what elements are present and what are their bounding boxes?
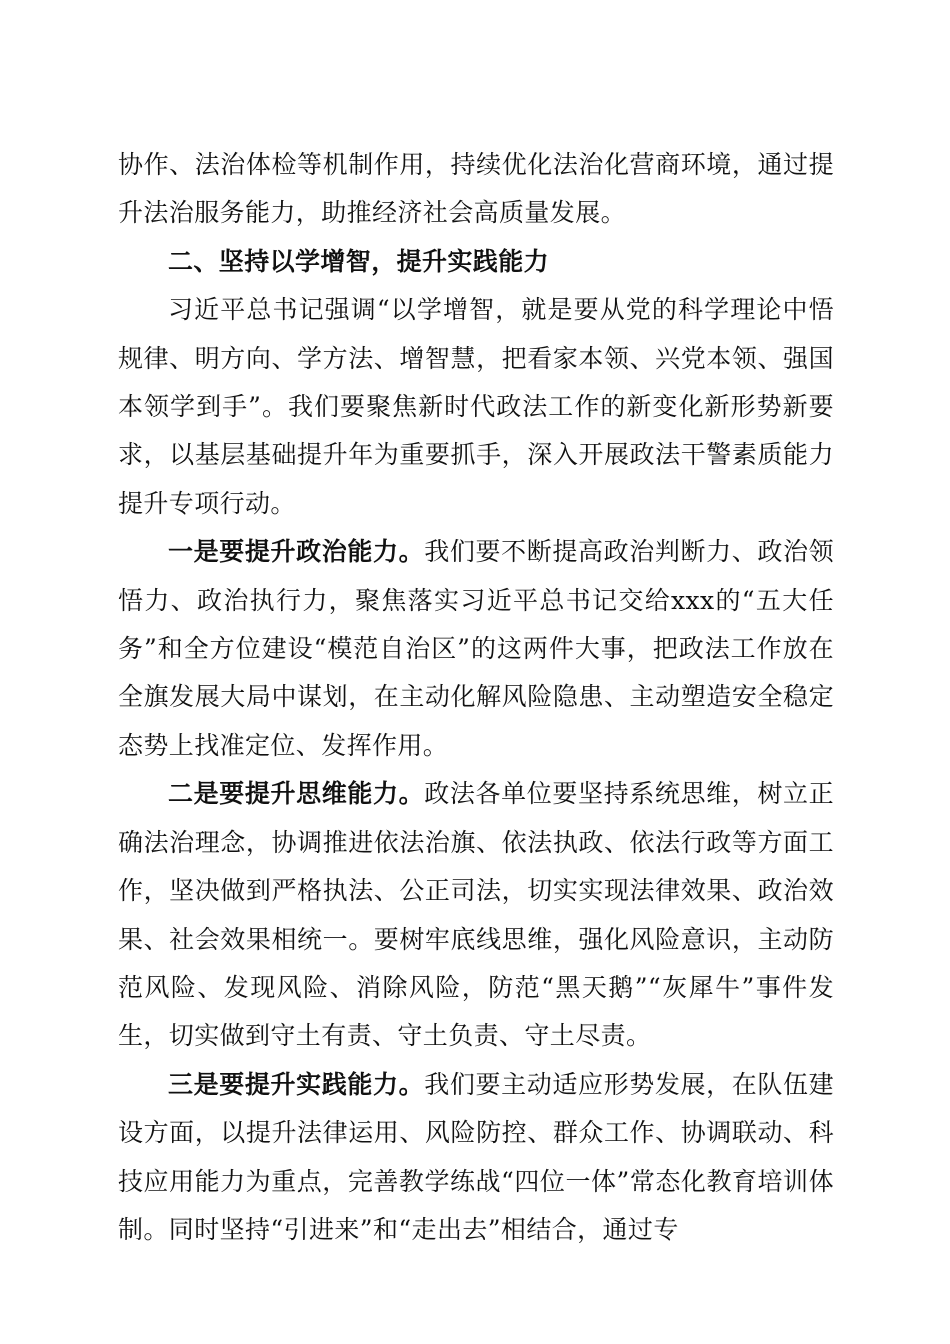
paragraph-text: 我们要不断提高政治判断力、政治领悟力、政治执行力，聚焦落实习近平总书记交给xxx的“五大任务”和全方位建设“模范自治区”的这两件大事，把政法工作放在全旗发展大局中谋划，在主动化解风险隐患、主动塑造安全稳定态势上找准定位、发挥作用。: [118, 537, 834, 760]
paragraph-political-ability: [118, 528, 834, 770]
paragraph-lead: 二是要提升思维能力。: [168, 779, 425, 809]
heading-text: 二、坚持以学增智，提升实践能力: [168, 246, 550, 276]
paragraph-text: 协作、法治体检等机制作用，持续优化法治化营商环境，通过提升法治服务能力，助推经济社会高质量发展。: [118, 150, 834, 228]
paragraph-practice-ability: [118, 1061, 834, 1255]
paragraph-text: 习近平总书记强调“以学增智，就是要从党的科学理论中悟规律、明方向、学方法、增智慧，把看家本领、兴党本领、强国本领学到手”。我们要聚焦新时代政法工作的新变化新形势新要求，以基层基础提升年为重要抓手，深入开展政法干警素质能力提升专项行动。: [118, 295, 834, 518]
paragraph-thinking-ability: [118, 770, 834, 1060]
paragraph-text: 我们要主动适应形势发展，在队伍建设方面，以提升法律运用、风险防控、群众工作、协调联动、科技应用能力为重点，完善教学练战“四位一体”常态化教育培训体制。同时坚持“引进来”和“走出去”相结合，通过专: [118, 1069, 834, 1244]
paragraph-intro: [118, 286, 834, 528]
document-body: [118, 141, 834, 1254]
paragraph-lead: 三是要提升实践能力。: [168, 1069, 425, 1099]
paragraph-continuation: [118, 141, 834, 238]
paragraph-lead: 一是要提升政治能力。: [168, 537, 425, 567]
paragraph-text: 政法各单位要坚持系统思维，树立正确法治理念，协调推进依法治旗、依法执政、依法行政等方面工作，坚决做到严格执法、公正司法，切实实现法律效果、政治效果、社会效果相统一。要树牢底线思维，强化风险意识，主动防范风险、发现风险、消除风险，防范“黑天鹅”“灰犀牛”事件发生，切实做到守土有责、守土负责、守土尽责。: [118, 779, 834, 1051]
section-heading: [118, 238, 834, 286]
